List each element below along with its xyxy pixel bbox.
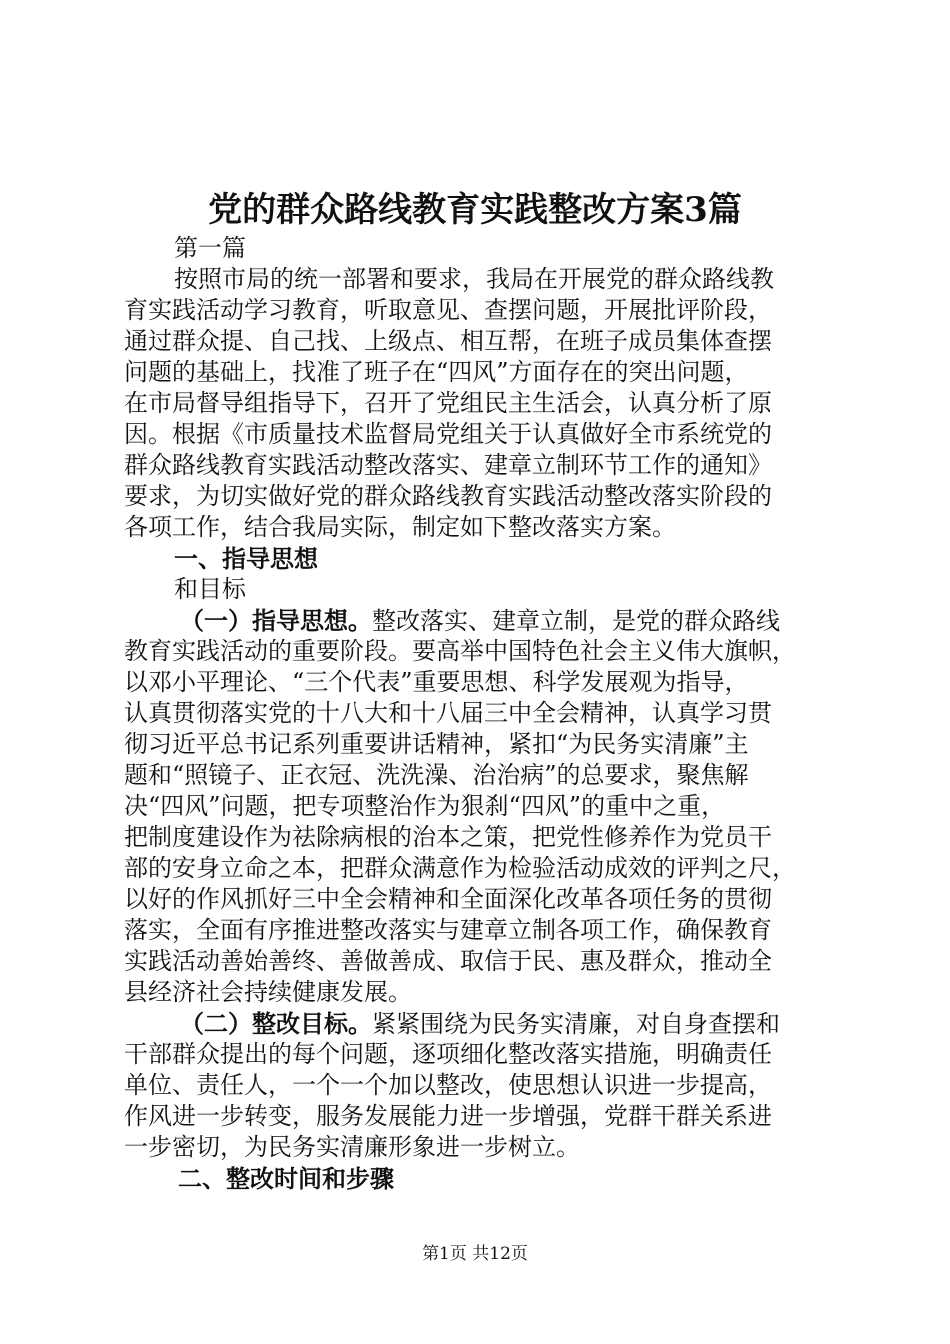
paragraph-line: 群众路线教育实践活动整改落实、建章立制环节工作的通知》 (124, 451, 772, 479)
paragraph-line: 各项工作，结合我局实际，制定如下整改落实方案。 (124, 513, 676, 541)
paragraph-line: 实践活动善始善终、善做善成、取信于民、惠及群众，推动全 (124, 947, 772, 975)
paragraph-line: 县经济社会持续健康发展。 (124, 978, 412, 1006)
paragraph-line: 以好的作风抓好三中全会精神和全面深化改革各项任务的贯彻 (124, 885, 772, 913)
paragraph-line: 题和“照镜子、正衣冠、洗洗澡、治治病”的总要求，聚焦解 (124, 761, 749, 789)
paragraph-line (124, 1008, 834, 1039)
paragraph-line: 单位、责任人，一个一个加以整改，使思想认识进一步提高， (124, 1071, 772, 1099)
paragraph-line: 问题的基础上，找准了班子在“四风”方面存在的突出问题， (124, 358, 749, 386)
paragraph-line: 育实践活动学习教育，听取意见、查摆问题，开展批评阶段， (124, 296, 772, 324)
paragraph-line: 教育实践活动的重要阶段。要高举中国特色社会主义伟大旗帜， (124, 637, 796, 665)
paragraph-text: 整改落实、建章立制，是党的群众路线 (372, 607, 780, 635)
paragraph-line: 要求，为切实做好党的群众路线教育实践活动整改落实阶段的 (124, 482, 772, 510)
paragraph-line: 干部群众提出的每个问题，逐项细化整改落实措施，明确责任 (124, 1040, 772, 1068)
paragraph-line: 部的安身立命之本，把群众满意作为检验活动成效的评判之尺， (124, 854, 796, 882)
document-body (124, 233, 834, 1194)
section-heading: 一、指导思想 (174, 544, 318, 573)
subsection-heading: （二）整改目标。 (180, 1009, 372, 1038)
paragraph-line: 通过群众提、自己找、上级点、相互帮，在班子成员集体查摆 (124, 327, 772, 355)
paragraph-line: 决“四风”问题，把专项整治作为狠刹“四风”的重中之重， (124, 792, 726, 820)
paragraph-line: 作风进一步转变，服务发展能力进一步增强，党群干群关系进 (124, 1102, 772, 1130)
paragraph-line (124, 605, 834, 636)
paragraph-line: 一步密切，为民务实清廉形象进一步树立。 (124, 1133, 580, 1161)
document-title: 党的群众路线教育实践整改方案3篇 (208, 190, 742, 230)
paragraph-line: 落实，全面有序推进整改落实与建章立制各项工作，确保教育 (124, 916, 772, 944)
paragraph-line: 在市局督导组指导下，召开了党组民主生活会，认真分析了原 (124, 389, 772, 417)
paragraph-line: 按照市局的统一部署和要求，我局在开展党的群众路线教 (174, 265, 774, 293)
paragraph-line: 彻习近平总书记系列重要讲话精神，紧扣“为民务实清廉”主 (124, 730, 749, 758)
paragraph-line: 以邓小平理论、“三个代表”重要思想、科学发展观为指导， (124, 668, 749, 696)
section-heading: 二、整改时间和步骤 (178, 1164, 394, 1193)
section-heading-continuation: 和目标 (174, 575, 246, 603)
paragraph-line: 因。根据《市质量技术监督局党组关于认真做好全市系统党的 (124, 420, 772, 448)
subsection-heading: （一）指导思想。 (180, 606, 372, 635)
page-number-footer: 第1页 共12页 (422, 1244, 528, 1264)
paragraph-line: 把制度建设作为祛除病根的治本之策，把党性修养作为党员干 (124, 823, 772, 851)
paragraph-text: 紧紧围绕为民务实清廉，对自身查摆和 (372, 1010, 780, 1038)
paragraph-line: 认真贯彻落实党的十八大和十八届三中全会精神，认真学习贯 (124, 699, 772, 727)
section-label: 第一篇 (174, 234, 246, 262)
